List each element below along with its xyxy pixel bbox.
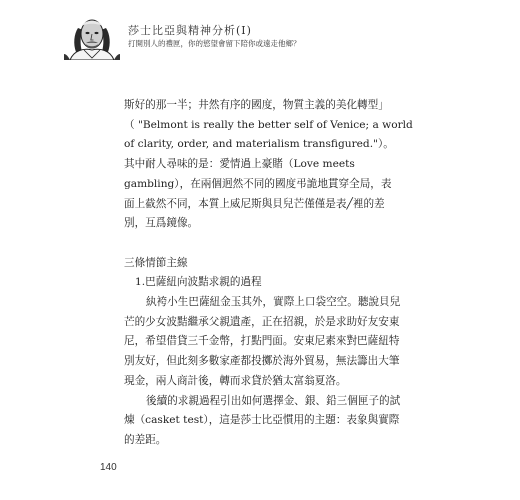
- text-line: of clarity, order, and materialism transfigured."）。: [124, 138, 394, 151]
- text-line: 煉（casket test），這是莎士比亞慣用的主題：表象與實際: [124, 414, 400, 427]
- text-line: （ "Belmont is really the better self of Venice; a world: [124, 118, 413, 131]
- text-line: 其中耐人尋味的是：愛情過上豪賭（Love meets: [124, 158, 355, 171]
- header-subtitle: 打開別人的禮匣，你的慾望會留下陪你或遠走他鄉？: [128, 39, 301, 48]
- text-line: 尼，希望借貸三千金幣，打點門面。安東尼素來對巴薩紐特: [124, 335, 400, 348]
- text-line: 現金，兩人商計後，轉而求貸於猶太富翁夏洛。: [124, 374, 347, 387]
- text-line: 面上截然不同，本質上威尼斯與貝兒芒僅僅是表╱裡的差: [124, 197, 385, 210]
- running-header: [64, 12, 464, 60]
- subsection-heading: 1.巴薩紐向波黠求親的過程: [135, 276, 262, 289]
- section-heading: 三條情節主線: [124, 256, 188, 269]
- page-number: 140: [100, 462, 117, 473]
- main-text: [124, 96, 413, 451]
- text-line: 斯好的那一半；井然有序的國度，物質主義的美化轉型」: [124, 99, 389, 111]
- text-line: 的差距。: [124, 433, 167, 446]
- header-title: 莎士比亞與精神分析(I): [128, 24, 252, 37]
- shakespeare-portrait-icon: [64, 12, 120, 60]
- text-line: 別友好，但此刻多數家產都投擲於海外貿易，無法籌出大筆: [124, 355, 400, 368]
- text-line: 紈袴小生巴薩紐金玉其外，實際上口袋空空。聽說貝兒: [146, 296, 401, 309]
- text-line: 芒的少女波黠繼承父親遺產，正在招親，於是求助好友安東: [124, 315, 400, 328]
- text-line: 別，互爲鏡像。: [124, 217, 199, 230]
- text-line: gambling），在兩個迥然不同的國度弔詭地貫穿全局，表: [124, 177, 392, 190]
- text-line: 後續的求親過程引出如何選擇金、銀、鉛三個匣子的試: [146, 394, 401, 407]
